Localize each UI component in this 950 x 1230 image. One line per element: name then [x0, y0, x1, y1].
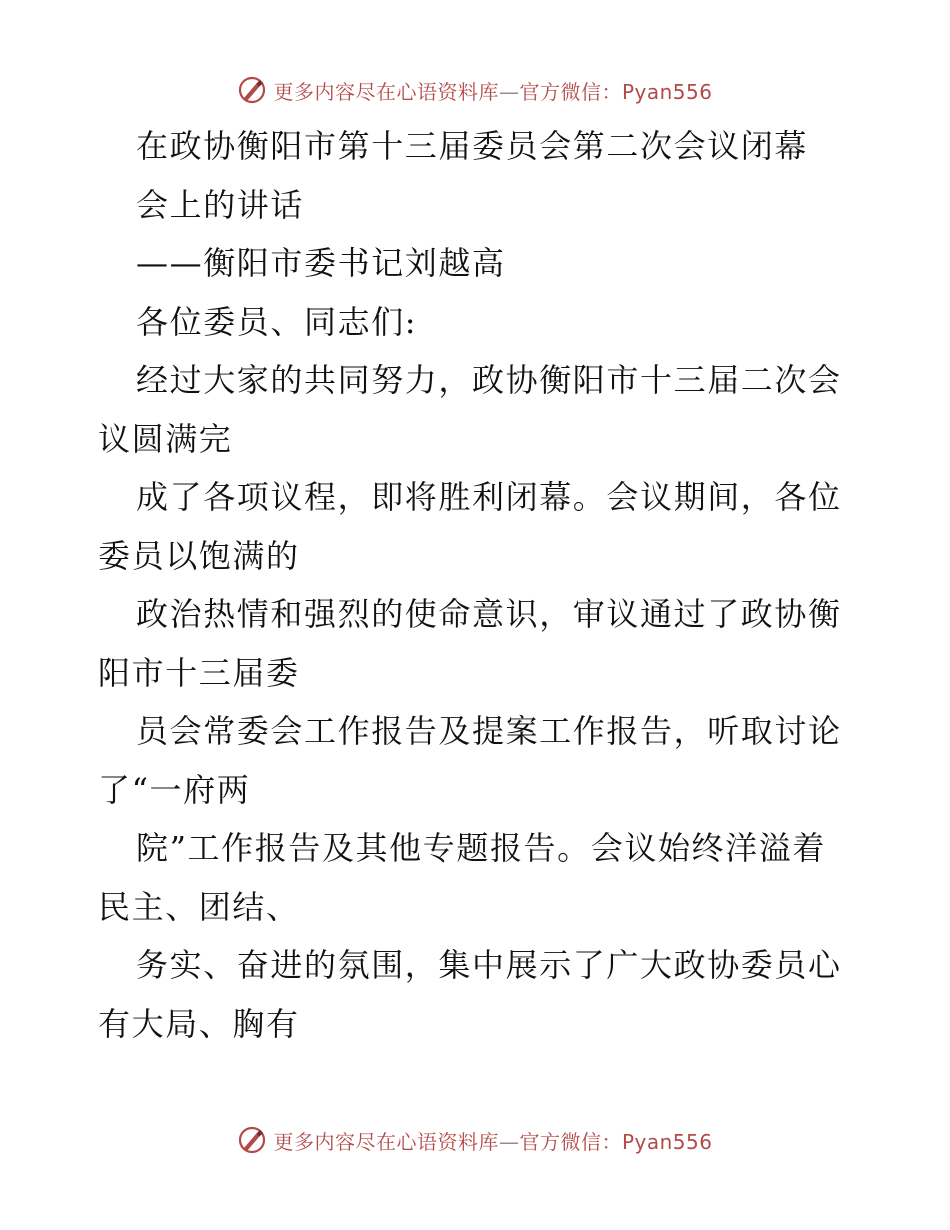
header-banner-wechat: 官方微信：Pyan556: [519, 79, 713, 104]
paragraph-line: 员会常委会工作报告及提案工作报告，听取讨论: [136, 712, 842, 750]
footer-banner-dash: —: [498, 1129, 520, 1154]
paragraph-line: 了“一府两: [98, 770, 251, 809]
footer-banner-wechat: 官方微信：Pyan556: [519, 1129, 713, 1154]
document-body: [98, 117, 858, 1053]
footer-banner-text: [273, 1126, 712, 1155]
paragraph-line: 议圆满完: [98, 419, 233, 458]
title-line-1: 在政协衡阳市第十三届委员会第二次会议闭幕: [136, 127, 809, 165]
paragraph-line: 务实、奋进的氛围，集中展示了广大政协委员心: [136, 946, 842, 984]
paragraph-line: 政治热情和强烈的使命意识，审议通过了政协衡: [136, 595, 842, 633]
pen-logo-icon: [237, 75, 267, 105]
header-banner-text: [273, 76, 712, 105]
pen-logo-icon: [237, 1125, 267, 1155]
footer-banner: [0, 1120, 950, 1160]
paragraph-line: 成了各项议程，即将胜利闭幕。会议期间，各位: [136, 478, 842, 516]
paragraph-line: 院”工作报告及其他专题报告。会议始终洋溢着: [136, 829, 826, 867]
salutation-line: 各位委员、同志们:: [136, 302, 418, 341]
paragraph-line: 民主、团结、: [98, 887, 300, 926]
header-banner-title: 更多内容尽在心语资料库: [273, 79, 499, 104]
header-banner-dash: —: [498, 79, 520, 104]
speaker-line: ——衡阳市委书记刘越高: [136, 244, 506, 282]
footer-banner-title: 更多内容尽在心语资料库: [273, 1129, 499, 1154]
paragraph-line: 有大局、胸有: [98, 1004, 300, 1043]
header-banner: [0, 70, 950, 110]
paragraph-line: 阳市十三届委: [98, 653, 300, 692]
paragraph-line: 经过大家的共同努力，政协衡阳市十三届二次会: [136, 361, 842, 399]
title-line-2: 会上的讲话: [136, 185, 305, 224]
paragraph-line: 委员以饱满的: [98, 536, 300, 575]
